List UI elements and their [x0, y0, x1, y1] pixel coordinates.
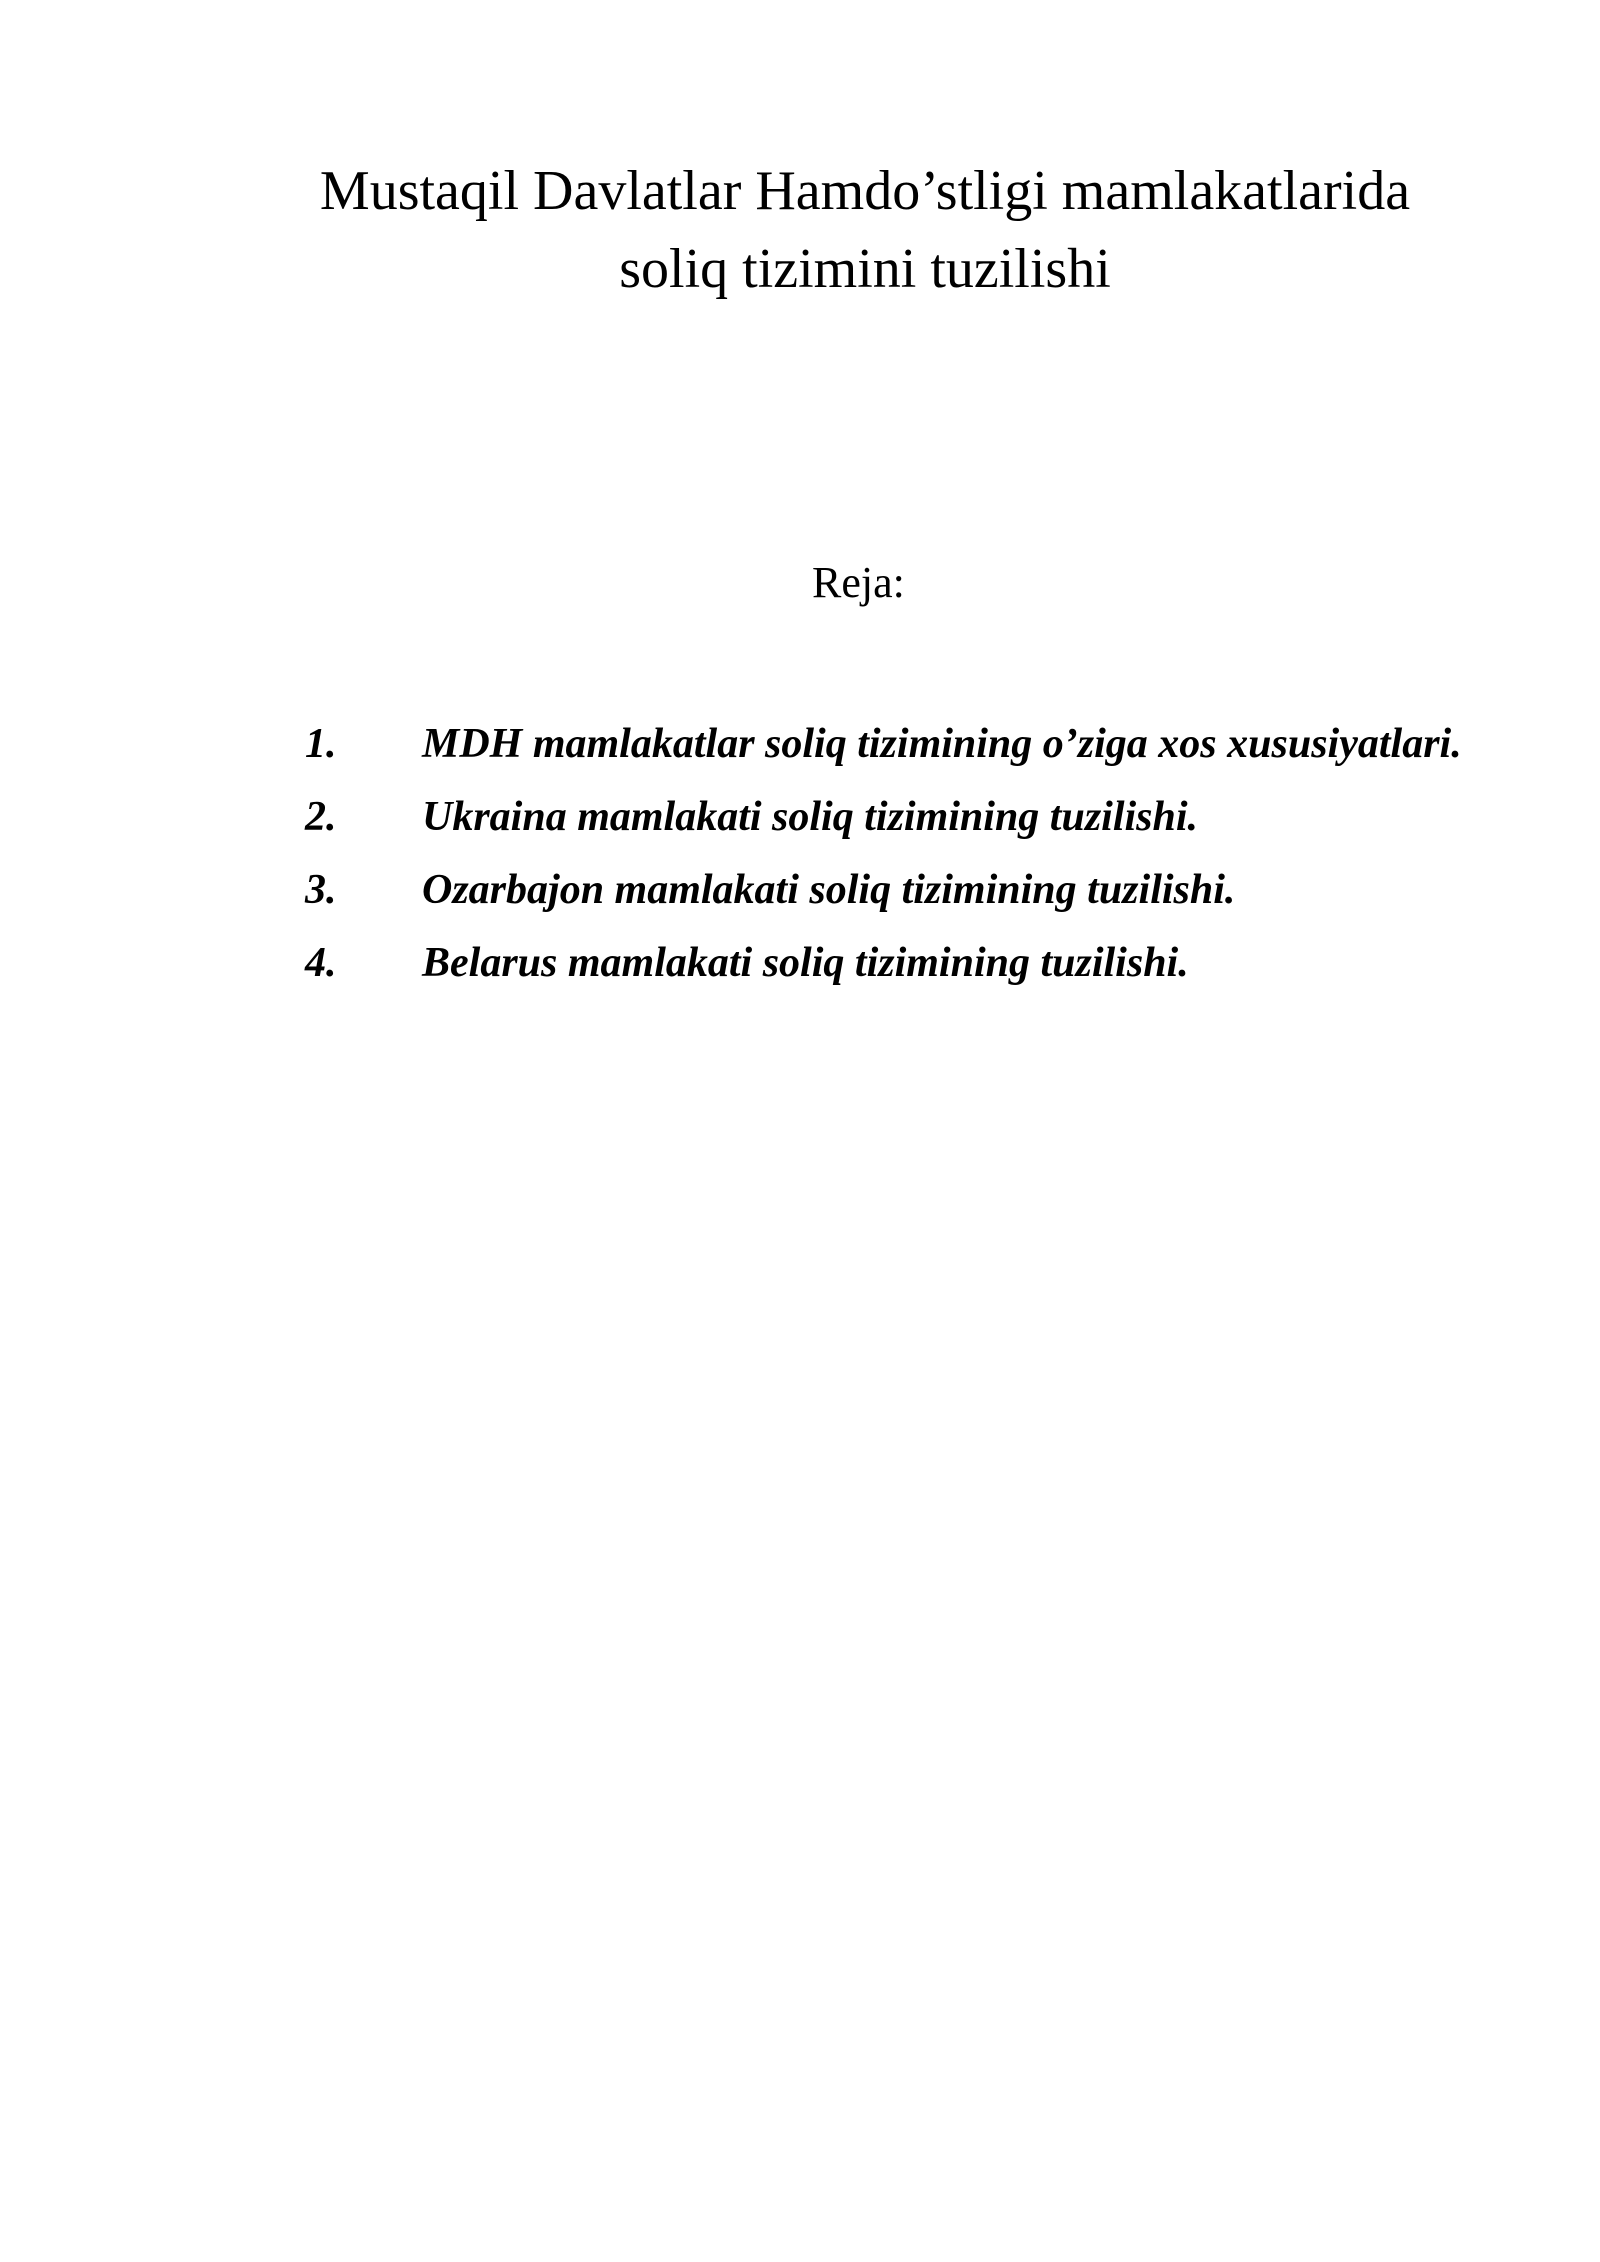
plan-item-text: MDH mamlakatlar soliq tizimining o’ziga xos xususiyatlari. [422, 721, 1462, 767]
plan-item-number: 3. [305, 867, 337, 913]
title-line-2: soliq tizimini tuzilishi [619, 238, 1111, 300]
plan-item-text: Ukraina mamlakati soliq tizimining tuzilishi. [422, 794, 1199, 840]
plan-item-number: 4. [305, 940, 337, 986]
plan-item-number: 2. [305, 794, 337, 840]
plan-item-text: Belarus mamlakati soliq tizimining tuzilishi. [422, 940, 1189, 986]
document-title [0, 152, 1600, 308]
plan-item-text: Ozarbajon mamlakati soliq tizimining tuzilishi. [422, 867, 1236, 913]
plan-heading: Reja: [812, 558, 905, 607]
plan-item-number: 1. [305, 721, 337, 767]
title-line-1: Mustaqil Davlatlar Hamdo’stligi mamlakatlarida [319, 160, 1411, 222]
